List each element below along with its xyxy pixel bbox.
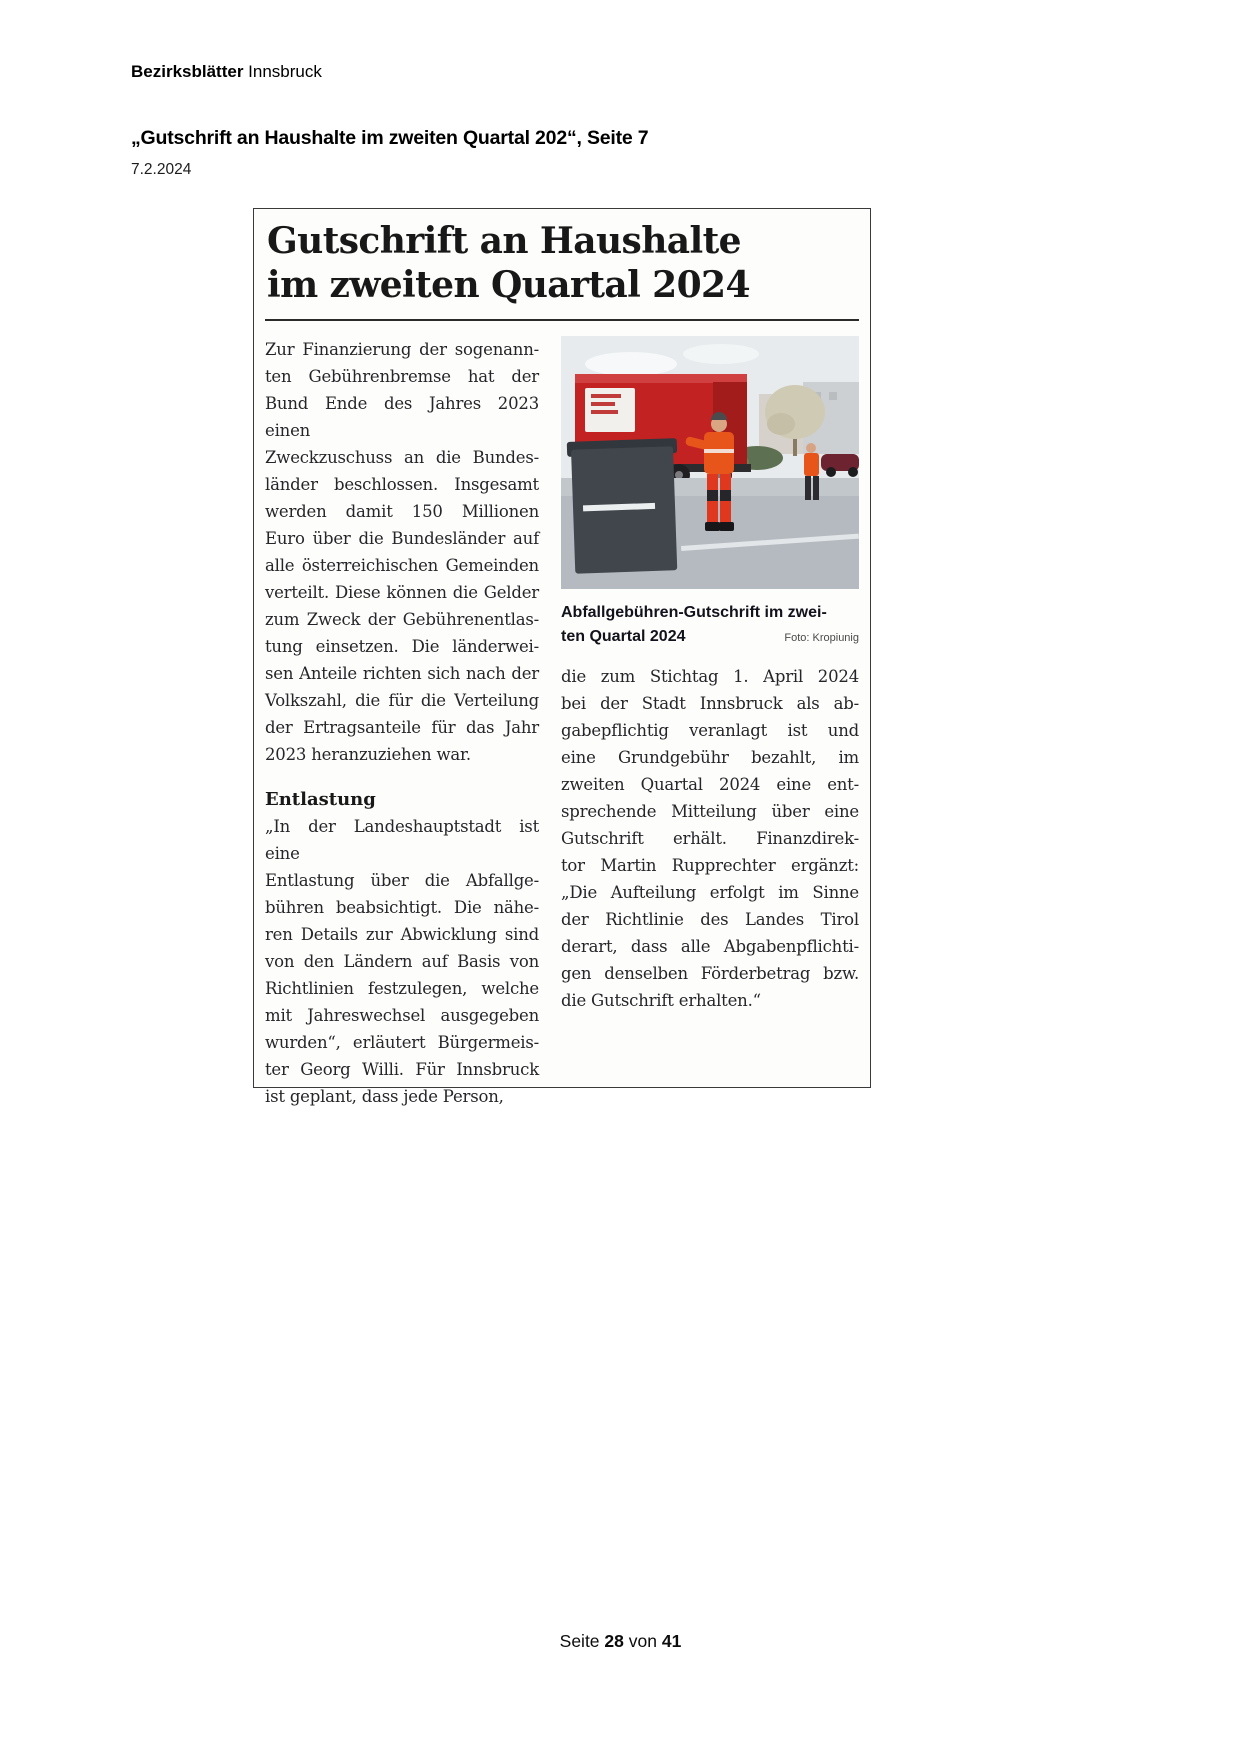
photo-caption-line-1: Abfallgebühren-Gutschrift im zwei-: [561, 604, 827, 621]
text-line: Zur Finanzierung der sogenann-: [265, 340, 539, 359]
text-line: von den Ländern auf Basis von: [265, 952, 539, 971]
text-line: tor Martin Rupprechter ergänzt:: [561, 856, 859, 875]
text-line: gen denselben Förderbetrag bzw.: [561, 964, 859, 983]
text-line: länder beschlossen. Insgesamt: [265, 475, 539, 494]
text-line: „In der Landeshauptstadt ist eine: [265, 817, 539, 863]
clipping-date: 7.2.2024: [131, 161, 192, 178]
article-subheading: Entlastung: [265, 789, 376, 810]
text-line: Euro über die Bundesländer auf: [265, 529, 539, 548]
text-line: wurden“, erläutert Bürgermeis-: [265, 1033, 539, 1052]
footer-prefix: Seite: [559, 1631, 600, 1651]
article-paragraph: [265, 813, 539, 1110]
text-line: Gutschrift erhält. Finanzdirek-: [561, 829, 859, 848]
text-line: „Die Aufteilung erfolgt im Sinne: [561, 883, 859, 902]
text-line: eine Grundgebühr bezahlt, im: [561, 748, 859, 767]
publication-name: Bezirksblätter: [131, 62, 244, 81]
text-line: zum Zweck der Gebührenentlas-: [265, 610, 539, 629]
text-line: 2023 heranzuziehen war.: [265, 745, 471, 764]
photo-caption: [561, 601, 859, 650]
footer-separator: von: [628, 1631, 657, 1651]
text-line: ter Georg Willi. Für Innsbruck: [265, 1060, 539, 1079]
page-footer: [0, 1631, 1241, 1652]
text-line: werden damit 150 Millionen: [265, 502, 539, 521]
headline-line-2: im zweiten Quartal 2024: [267, 264, 750, 306]
text-line: bei der Stadt Innsbruck als ab-: [561, 694, 859, 713]
text-line: gabepflichtig veranlagt ist und: [561, 721, 859, 740]
text-line: Volkszahl, die für die Verteilung: [265, 691, 539, 710]
text-line: ist geplant, dass jede Person,: [265, 1087, 504, 1106]
text-line: sprechende Mitteilung über eine: [561, 802, 859, 821]
text-line: Bund Ende des Jahres 2023 einen: [265, 394, 539, 440]
text-line: Richtlinien festzulegen, welche: [265, 979, 539, 998]
headline-line-1: Gutschrift an Haushalte: [267, 220, 741, 262]
article-column-right-text: [561, 663, 859, 1014]
text-line: mit Jahreswechsel ausgegeben: [265, 1006, 539, 1025]
text-line: Zweckzuschuss an die Bundes-: [265, 448, 539, 467]
text-line: der Ertragsanteile für das Jahr: [265, 718, 539, 737]
article-column-left: [265, 336, 539, 1110]
footer-total-pages: 41: [661, 1631, 682, 1651]
text-line: ren Details zur Abwicklung sind: [265, 925, 539, 944]
publication-edition: Innsbruck: [248, 62, 322, 81]
text-line: alle österreichischen Gemeinden: [265, 556, 539, 575]
clipping-title: „Gutschrift an Haushalte im zweiten Quartal 202“, Seite 7: [131, 127, 649, 149]
article-column-right: [561, 336, 859, 1110]
footer-page-number: 28: [604, 1631, 624, 1651]
text-line: der Richtlinie des Landes Tirol: [561, 910, 859, 929]
text-line: ten Gebührenbremse hat der: [265, 367, 539, 386]
text-line: bühren beabsichtigt. Die nähe-: [265, 898, 539, 917]
article-photo: [561, 336, 859, 589]
text-line: tung einsetzen. Die länderwei-: [265, 637, 539, 656]
publication-header: [131, 62, 322, 82]
article-paragraph: [265, 336, 539, 768]
text-line: verteilt. Diese können die Gelder: [265, 583, 539, 602]
waste-bin: [567, 438, 682, 574]
article-paragraph: [561, 663, 859, 1014]
photo-credit: Foto: Kropiunig: [784, 632, 859, 644]
article-clipping: [253, 208, 871, 1106]
article-headline: [265, 217, 859, 321]
text-line: Entlastung über die Abfallge-: [265, 871, 539, 890]
article-body: [265, 336, 859, 1110]
text-line: die Gutschrift erhalten.“: [561, 991, 761, 1010]
text-line: die zum Stichtag 1. April 2024: [561, 667, 859, 686]
text-line: derart, dass alle Abgabenpflichti-: [561, 937, 859, 956]
text-line: sen Anteile richten sich nach der: [265, 664, 539, 683]
photo-caption-line-2: ten Quartal 2024: [561, 628, 686, 645]
text-line: zweiten Quartal 2024 eine ent-: [561, 775, 859, 794]
